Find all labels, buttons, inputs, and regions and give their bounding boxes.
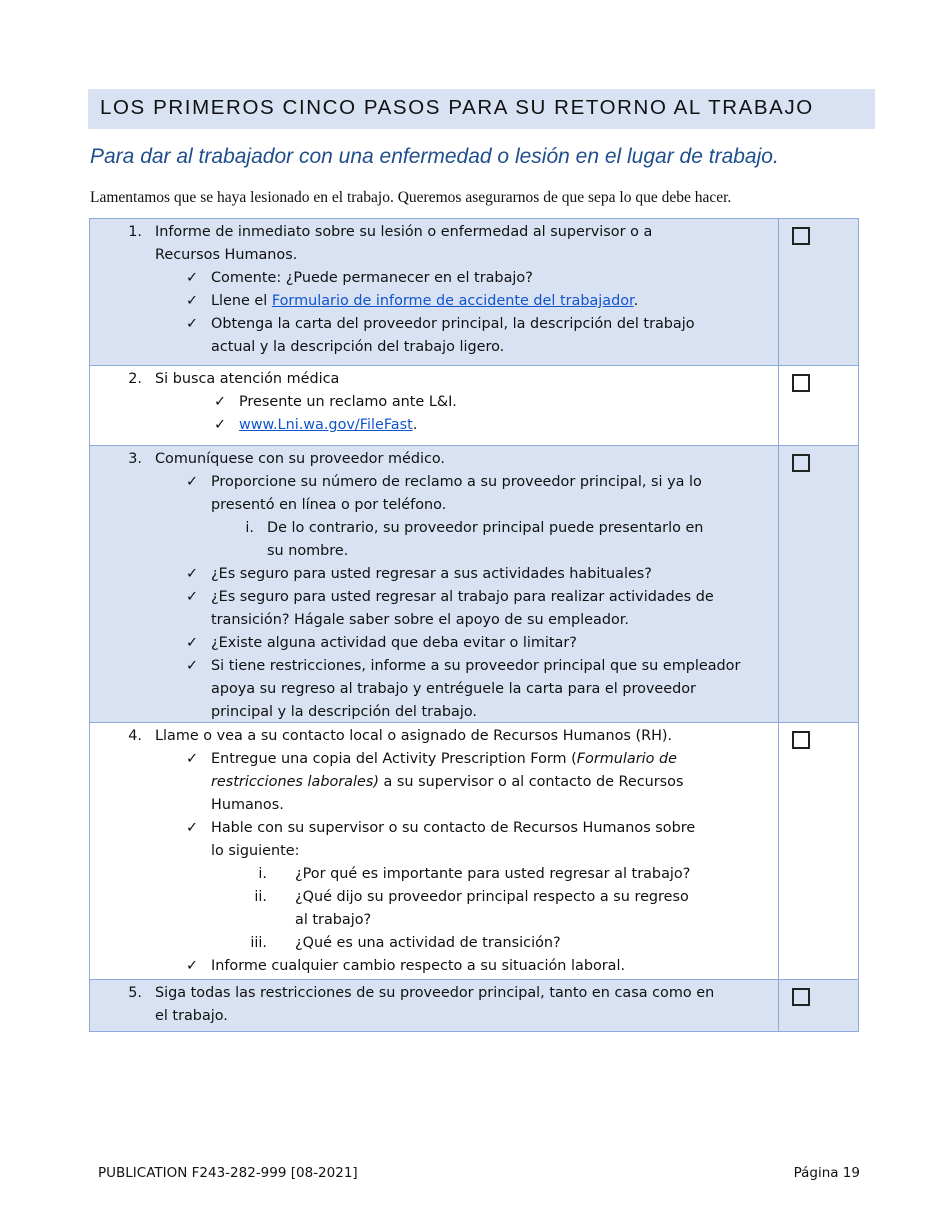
sub-item-number: iii. <box>250 935 267 951</box>
step-3-content <box>90 446 779 723</box>
page-subtitle: Para dar al trabajador con una enfermedad o lesión en el lugar de trabajo. <box>90 145 779 168</box>
check-mark-icon: ✓ <box>186 635 199 651</box>
sub-item-text: De lo contrario, su proveedor principal puede presentarlo en <box>267 520 704 536</box>
step-3-checkbox[interactable] <box>792 454 810 472</box>
check-item-italic: restricciones laborales) <box>211 774 379 790</box>
step-1-checkbox[interactable] <box>792 227 810 245</box>
step-number: 2. <box>128 371 142 387</box>
step-2-checkbox-cell <box>779 366 859 446</box>
check-item-text: . <box>633 293 639 309</box>
check-mark-icon: ✓ <box>186 316 199 332</box>
step-row-5 <box>90 980 859 1032</box>
step-4-checkbox-cell <box>779 723 859 980</box>
check-mark-icon: ✓ <box>214 417 227 433</box>
check-item-text: Hable con su supervisor o su contacto de Recursos Humanos sobre <box>211 820 696 836</box>
step-5-checkbox[interactable] <box>792 988 810 1006</box>
step-row-4 <box>90 723 859 980</box>
step-text: el trabajo. <box>155 1008 228 1024</box>
step-row-1 <box>90 219 859 366</box>
check-mark-icon: ✓ <box>186 270 199 286</box>
check-item-text: Llene el <box>211 293 272 309</box>
sub-item-text: su nombre. <box>267 543 349 559</box>
publication-id: PUBLICATION F243-282-999 [08-2021] <box>98 1165 358 1181</box>
sub-item-number: i. <box>245 520 254 536</box>
step-text: Si busca atención médica <box>155 371 340 387</box>
step-text: Recursos Humanos. <box>155 247 298 263</box>
check-item-text: Si tiene restricciones, informe a su proveedor principal que su empleador <box>211 658 741 674</box>
step-5-content <box>90 980 779 1032</box>
check-item-text: Presente un reclamo ante L&I. <box>239 394 457 410</box>
sub-item-number: i. <box>258 866 267 882</box>
check-item-text: actual y la descripción del trabajo ligero. <box>211 339 505 355</box>
check-item-text: Entregue una copia del Activity Prescription Form ( <box>211 751 577 767</box>
step-text: Llame o vea a su contacto local o asignado de Recursos Humanos (RH). <box>155 728 673 744</box>
step-text: Informe de inmediato sobre su lesión o enfermedad al supervisor o a <box>155 224 653 240</box>
step-4-checkbox[interactable] <box>792 731 810 749</box>
check-mark-icon: ✓ <box>214 394 227 410</box>
check-item-text: Obtenga la carta del proveedor principal, la descripción del trabajo <box>211 316 695 332</box>
step-1-content <box>90 219 779 366</box>
check-item-text: a su supervisor o al contacto de Recursos <box>378 774 684 790</box>
page-number: Página 19 <box>793 1165 860 1181</box>
check-item-text: Proporcione su número de reclamo a su proveedor principal, si ya lo <box>211 474 702 490</box>
check-mark-icon: ✓ <box>186 293 199 309</box>
step-2-content <box>90 366 779 446</box>
check-mark-icon: ✓ <box>186 474 199 490</box>
step-row-2 <box>90 366 859 446</box>
step-number: 3. <box>128 451 142 467</box>
step-text: Siga todas las restricciones de su proveedor principal, tanto en casa como en <box>155 985 715 1001</box>
check-item-text: ¿Es seguro para usted regresar al trabajo para realizar actividades de <box>211 589 714 605</box>
check-item-text: Humanos. <box>211 797 284 813</box>
step-number: 1. <box>128 224 142 240</box>
page-title: LOS PRIMEROS CINCO PASOS PARA SU RETORNO AL TRABAJO <box>88 89 875 129</box>
accident-report-form-link[interactable]: Formulario de informe de accidente del trabajador <box>271 293 634 309</box>
intro-text: Lamentamos que se haya lesionado en el trabajo. Queremos asegurarnos de que sepa lo que debe hacer. <box>90 189 732 206</box>
check-mark-icon: ✓ <box>186 958 199 974</box>
step-4-content <box>90 723 779 980</box>
sub-item-text: ¿Qué es una actividad de transición? <box>295 935 561 951</box>
step-row-3 <box>90 446 859 723</box>
check-mark-icon: ✓ <box>186 820 199 836</box>
sub-item-text: al trabajo? <box>295 912 372 928</box>
check-item-text: . <box>412 417 418 433</box>
step-number: 4. <box>128 728 142 744</box>
check-item-text: Comente: ¿Puede permanecer en el trabajo? <box>211 270 533 286</box>
step-5-checkbox-cell <box>779 980 859 1032</box>
step-number: 5. <box>128 985 142 1001</box>
check-item-text: transición? Hágale saber sobre el apoyo de su empleador. <box>211 612 629 628</box>
check-item-italic: Formulario de <box>576 751 677 767</box>
sub-item-text: ¿Por qué es importante para usted regresar al trabajo? <box>295 866 691 882</box>
check-item-text: lo siguiente: <box>211 843 300 859</box>
check-item-text: principal y la descripción del trabajo. <box>211 704 477 720</box>
sub-item-number: ii. <box>254 889 267 905</box>
step-1-checkbox-cell <box>779 219 859 366</box>
file-fast-link[interactable]: www.Lni.wa.gov/FileFast <box>239 417 413 433</box>
check-item-text: ¿Existe alguna actividad que deba evitar o limitar? <box>211 635 577 651</box>
check-item-text: apoya su regreso al trabajo y entréguele la carta para el proveedor <box>211 681 696 697</box>
check-mark-icon: ✓ <box>186 566 199 582</box>
check-item-text: presentó en línea o por teléfono. <box>211 497 447 513</box>
sub-item-text: ¿Qué dijo su proveedor principal respecto a su regreso <box>295 889 689 905</box>
check-mark-icon: ✓ <box>186 589 199 605</box>
check-item-text: ¿Es seguro para usted regresar a sus actividades habituales? <box>211 566 652 582</box>
check-mark-icon: ✓ <box>186 658 199 674</box>
step-text: Comuníquese con su proveedor médico. <box>155 451 445 467</box>
step-3-checkbox-cell <box>779 446 859 723</box>
check-mark-icon: ✓ <box>186 751 199 767</box>
step-2-checkbox[interactable] <box>792 374 810 392</box>
check-item-text: Informe cualquier cambio respecto a su situación laboral. <box>211 958 626 974</box>
steps-checklist <box>89 218 859 1032</box>
